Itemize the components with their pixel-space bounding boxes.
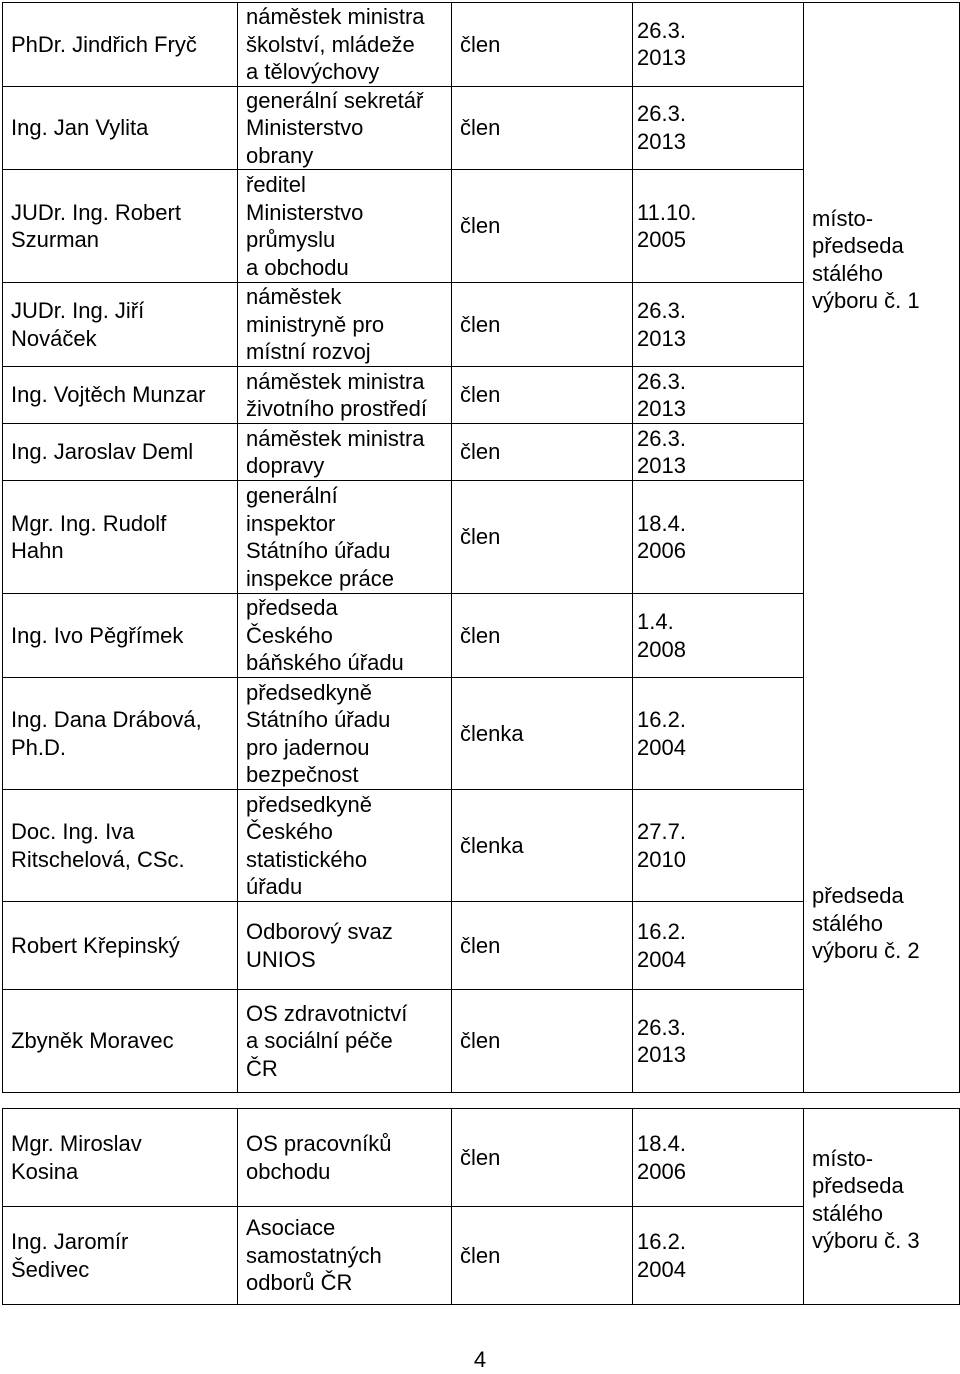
committee-note-1: místo- předseda stálého výboru č. 1	[812, 205, 920, 313]
member-position: náměstek ministra školství, mládeže a tělovýchovy	[238, 3, 452, 87]
member-position: předseda Českého báňského úřadu	[238, 594, 452, 678]
member-date: 16.2. 2004	[633, 1207, 804, 1305]
member-name: JUDr. Ing. Robert Szurman	[3, 170, 238, 283]
member-date: 27.7. 2010	[633, 790, 804, 902]
member-position: předsedkyně Státního úřadu pro jadernou bezpečnost	[238, 678, 452, 790]
member-role: členka	[452, 790, 633, 902]
member-name: Ing. Jaromír Šedivec	[3, 1207, 238, 1305]
member-date: 18.4. 2006	[633, 1109, 804, 1207]
member-date: 16.2. 2004	[633, 902, 804, 990]
member-role: člen	[452, 902, 633, 990]
member-position: Asociace samostatných odborů ČR	[238, 1207, 452, 1305]
member-position: předsedkyně Českého statistického úřadu	[238, 790, 452, 902]
member-role: člen	[452, 3, 633, 87]
member-date: 26.3. 2013	[633, 3, 804, 87]
member-name: Mgr. Miroslav Kosina	[3, 1109, 238, 1207]
page-gap	[3, 1093, 960, 1109]
member-role: člen	[452, 283, 633, 367]
member-role: člen	[452, 481, 633, 594]
member-position: náměstek ministra životního prostředí	[238, 367, 452, 424]
member-position: náměstek ministryně pro místní rozvoj	[238, 283, 452, 367]
committee-note-2: předseda stálého výboru č. 2	[812, 883, 920, 963]
table-row	[3, 3, 960, 87]
member-role: členka	[452, 678, 633, 790]
member-date: 26.3. 2013	[633, 283, 804, 367]
member-date: 26.3. 2013	[633, 86, 804, 170]
committee-note-3: místo- předseda stálého výboru č. 3	[812, 1145, 920, 1253]
member-name: Doc. Ing. Iva Ritschelová, CSc.	[3, 790, 238, 902]
member-position: Odborový svaz UNIOS	[238, 902, 452, 990]
member-role: člen	[452, 594, 633, 678]
member-position: OS pracovníků obchodu	[238, 1109, 452, 1207]
committee-note-cell	[804, 1109, 960, 1305]
member-name: Ing. Jan Vylita	[3, 86, 238, 170]
member-name: PhDr. Jindřich Fryč	[3, 3, 238, 87]
member-role: člen	[452, 424, 633, 481]
member-role: člen	[452, 1207, 633, 1305]
member-date: 26.3. 2013	[633, 424, 804, 481]
member-role: člen	[452, 1109, 633, 1207]
member-name: Ing. Vojtěch Munzar	[3, 367, 238, 424]
member-name: Zbyněk Moravec	[3, 990, 238, 1093]
member-position: generální sekretář Ministerstvo obrany	[238, 86, 452, 170]
member-date: 18.4. 2006	[633, 481, 804, 594]
member-name: Mgr. Ing. Rudolf Hahn	[3, 481, 238, 594]
member-name: Robert Křepinský	[3, 902, 238, 990]
member-position: OS zdravotnictví a sociální péče ČR	[238, 990, 452, 1093]
page-number: 4	[473, 1347, 487, 1372]
member-role: člen	[452, 990, 633, 1093]
member-date: 26.3. 2013	[633, 990, 804, 1093]
member-name: JUDr. Ing. Jiří Nováček	[3, 283, 238, 367]
committee-note-cell	[804, 3, 960, 1093]
member-date: 26.3. 2013	[633, 367, 804, 424]
member-name: Ing. Jaroslav Deml	[3, 424, 238, 481]
members-table	[2, 2, 960, 1305]
member-position: generální inspektor Státního úřadu inspekce práce	[238, 481, 452, 594]
table-row	[3, 1109, 960, 1207]
member-date: 16.2. 2004	[633, 678, 804, 790]
member-role: člen	[452, 86, 633, 170]
member-role: člen	[452, 170, 633, 283]
member-role: člen	[452, 367, 633, 424]
member-name: Ing. Ivo Pěgřímek	[3, 594, 238, 678]
member-position: ředitel Ministerstvo průmyslu a obchodu	[238, 170, 452, 283]
member-name: Ing. Dana Drábová, Ph.D.	[3, 678, 238, 790]
member-date: 1.4. 2008	[633, 594, 804, 678]
member-date: 11.10. 2005	[633, 170, 804, 283]
member-position: náměstek ministra dopravy	[238, 424, 452, 481]
